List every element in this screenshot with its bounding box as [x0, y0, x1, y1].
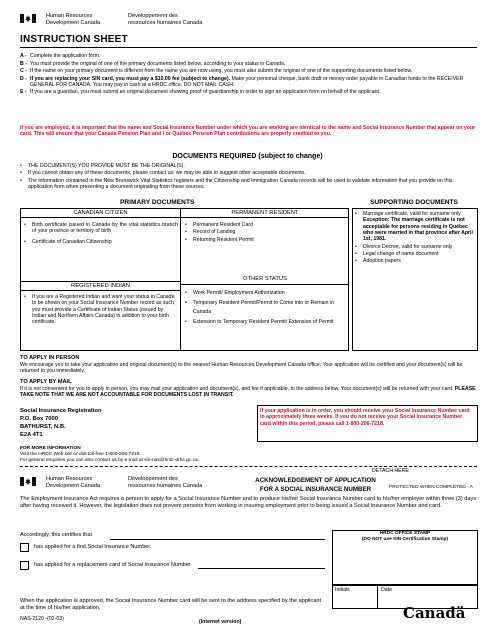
list-item: • Permanent Resident Card	[185, 222, 253, 228]
protected-label: PROTECTED WHEN COMPLETED - A	[389, 485, 473, 490]
primary-documents-heading: PRIMARY DOCUMENTS	[120, 199, 195, 206]
replacement-sin-line	[198, 568, 325, 569]
approval-notice: When the application is approved, the Social Insurance Number card will be sent to the address specified by the applicant at the time of his/her application.	[20, 598, 321, 611]
employment-warning: If you are employed, it is important that the name and Social Insurance Number under which you are working are identical to the name and Social Insurance Number that appear on your card. This will ensure that your Canada Pension Plan and / or Québec Pension Plan contributions are properly credited to you.	[20, 125, 476, 138]
canada-wordmark: Canadä	[403, 604, 466, 622]
mailing-address: Social Insurance Registration P.O. Box 7000 BATHURST, N.B. E2A 4T1	[20, 408, 102, 439]
office-stamp-label: HRDC OFFICE STAMP (DO NOT use SIN Certification Stamp)	[361, 531, 449, 542]
delivery-notice: If your application is in order, you should receive your Social Insurance Number card in approximately three weeks. If you do not receive your Social Insurance Number card within this period, please call 1-800-206-7218.	[260, 408, 470, 427]
list-item: • Work Permit/ Employment Authorization	[185, 290, 285, 296]
apply-in-person-section: TO APPLY IN PERSON We encourage you to take your application and original document(s) to the nearest Human Resources Development Canada office. Your application will be certified and your document(s) will be returned to you immediately.	[20, 355, 463, 375]
instruction-b: B - You must provide the original of one of the primary documents listed below, according to your status in Canada.	[20, 60, 286, 67]
list-item: • Temporary Resident Permit/Permit to Come into or Remain in Canada	[185, 299, 334, 315]
detach-here-label: DETACH HERE	[372, 468, 409, 474]
list-item: • Birth certificate issued in Canada by the vital statistics branch of your province or territory of birth	[24, 222, 178, 235]
permanent-resident-list	[185, 222, 345, 244]
acknowledgement-body: The Employment Insurance Act requires a person to apply for a Social Insurance Number and to produce his/her Social Insurance Number card to his/her employer within three (3) days after having received it. However, the legislation does not prevent persons from working in insuring employment prior to being issued a Social Insurance Number and card.	[20, 496, 477, 510]
title-divider	[20, 47, 477, 48]
list-item: • If you cannot obtain any of these documents, please contact us; we may be able to suggest other acceptable documents.	[20, 170, 306, 177]
replacement-card-checkbox[interactable]	[20, 561, 29, 570]
first-sin-label: has applied for a first Social Insurance Number.	[34, 544, 152, 550]
list-item: • Returning Resident Permit	[185, 236, 254, 243]
canada-flag-icon	[20, 14, 36, 23]
list-item: • Legal change of name document	[355, 251, 439, 258]
instruction-c: C - If the name on your primary document is different from the name you are now using, you must also submit the original of one of the supporting documents listed below.	[20, 68, 413, 75]
internet-version-label: (Internet version)	[199, 619, 242, 625]
instruction-e: E - If you are a guardian, you must submit an original document showing proof of guardianship in order to sign an application form on behalf of the applicant.	[20, 89, 381, 96]
acknowledgement-title: ACKNOWLEDGEMENT OF APPLICATION FOR A SOCIAL INSURANCE NUMBER	[255, 477, 376, 494]
list-item: • Extension to Temporary Resident Permit/ Extension of Permit	[185, 318, 334, 325]
documents-required-heading: DOCUMENTS REQUIRED (subject to change)	[172, 153, 323, 160]
permanent-resident-header: PERMANENT RESIDENT	[231, 210, 299, 216]
list-item: • THE DOCUMENT(S) YOU PROVIDE MUST BE THE ORIGINAL(S).	[20, 163, 185, 169]
certify-text: Accordingly, this certifies that	[20, 532, 93, 538]
initials-label: Initials	[335, 587, 350, 593]
department-name-fr: Développement des ressources humaines Canada	[128, 13, 203, 27]
list-item: • Certificate of Canadian Citizenship	[24, 238, 112, 245]
supporting-documents-heading: SUPPORTING DOCUMENTS	[370, 199, 458, 206]
instruction-list	[20, 53, 478, 97]
list-item: • Marriage certificate, valid for surname only Exception: The marriage certificate is not acceptable for persons residing in Québec who were married in that province after April 1st, 1981.	[355, 211, 473, 243]
page-title: INSTRUCTION SHEET	[20, 34, 128, 45]
ack-department-name-fr: Développement des ressources humaines Canada	[128, 476, 203, 490]
other-status-header: OTHER STATUS	[243, 276, 287, 282]
list-item: • Record of Landing	[185, 229, 236, 236]
instruction-d: D - If you are replacing your SIN card, you must pay a $10.00 fee (subject to change). Make your personal cheque, bank draft or money order payable in Canadian funds to the RECEIVER GENERAL FOR CANADA. You may pay in cash at a HRDC office. DO NOT MAIL CASH.	[20, 75, 464, 88]
list-item: • Divorce Decree, valid for surname only	[355, 243, 453, 250]
registered-indian-list	[24, 294, 178, 327]
instruction-a: A - Complete the application form.	[20, 53, 101, 59]
department-name-en: Human Resources Development Canada	[46, 13, 101, 27]
detach-line	[20, 466, 477, 467]
other-status-list	[185, 289, 345, 327]
ack-department-name-en: Human Resources Development Canada	[46, 476, 101, 490]
list-item: • The information contained in the New Brunswick Vital Statistics registers and the Citizenship and Immigration Canada records will be used to validate information that you provide on this application form when presenting a document originating from these sources.	[20, 177, 453, 191]
canadian-citizen-list	[24, 222, 178, 246]
documents-required-list	[20, 163, 478, 191]
supporting-documents-list	[355, 211, 476, 266]
canada-flag-icon	[20, 477, 36, 486]
registered-indian-header: REGISTERED INDIAN	[71, 283, 130, 289]
canadian-citizen-header: CANADIAN CITIZEN	[73, 210, 128, 216]
form-number: NAS-2120 -(02-03)	[20, 616, 64, 622]
date-label: Date	[381, 587, 392, 593]
list-item: • Adoption papers	[355, 258, 401, 265]
more-information-section: FOR MORE INFORMATION Visit the HRDC Web site or dial toll-free 1-800-206-7218. For general enquiries you can also contact us by e-mail at sin-nas@hrdc-drhc.gc.ca.	[20, 446, 199, 463]
apply-by-mail-section: TO APPLY BY MAIL If it is not convenient for you to apply in person, you may mail your application and document(s), and fee if applicable, to the address below. Your document(s) will be returned with your card. PLEASE TAKE NOTE THAT WE ARE NOT ACCOUNTABLE FOR DOCUMENTS LOST IN TRANSIT.	[20, 379, 476, 399]
applicant-name-line	[110, 539, 325, 540]
first-sin-checkbox[interactable]	[20, 543, 29, 552]
replacement-card-label: has applied for a replacement card of Social Insurance Number	[34, 562, 191, 568]
list-item: • If you are a Registered Indian and want your status in Canada to be shown on your Social Insurance Number record as such, you must provide a Certificate of Indian Status (issued by Indian and Northern Affairs Canada) in addition to your birth certificate.	[24, 294, 176, 326]
